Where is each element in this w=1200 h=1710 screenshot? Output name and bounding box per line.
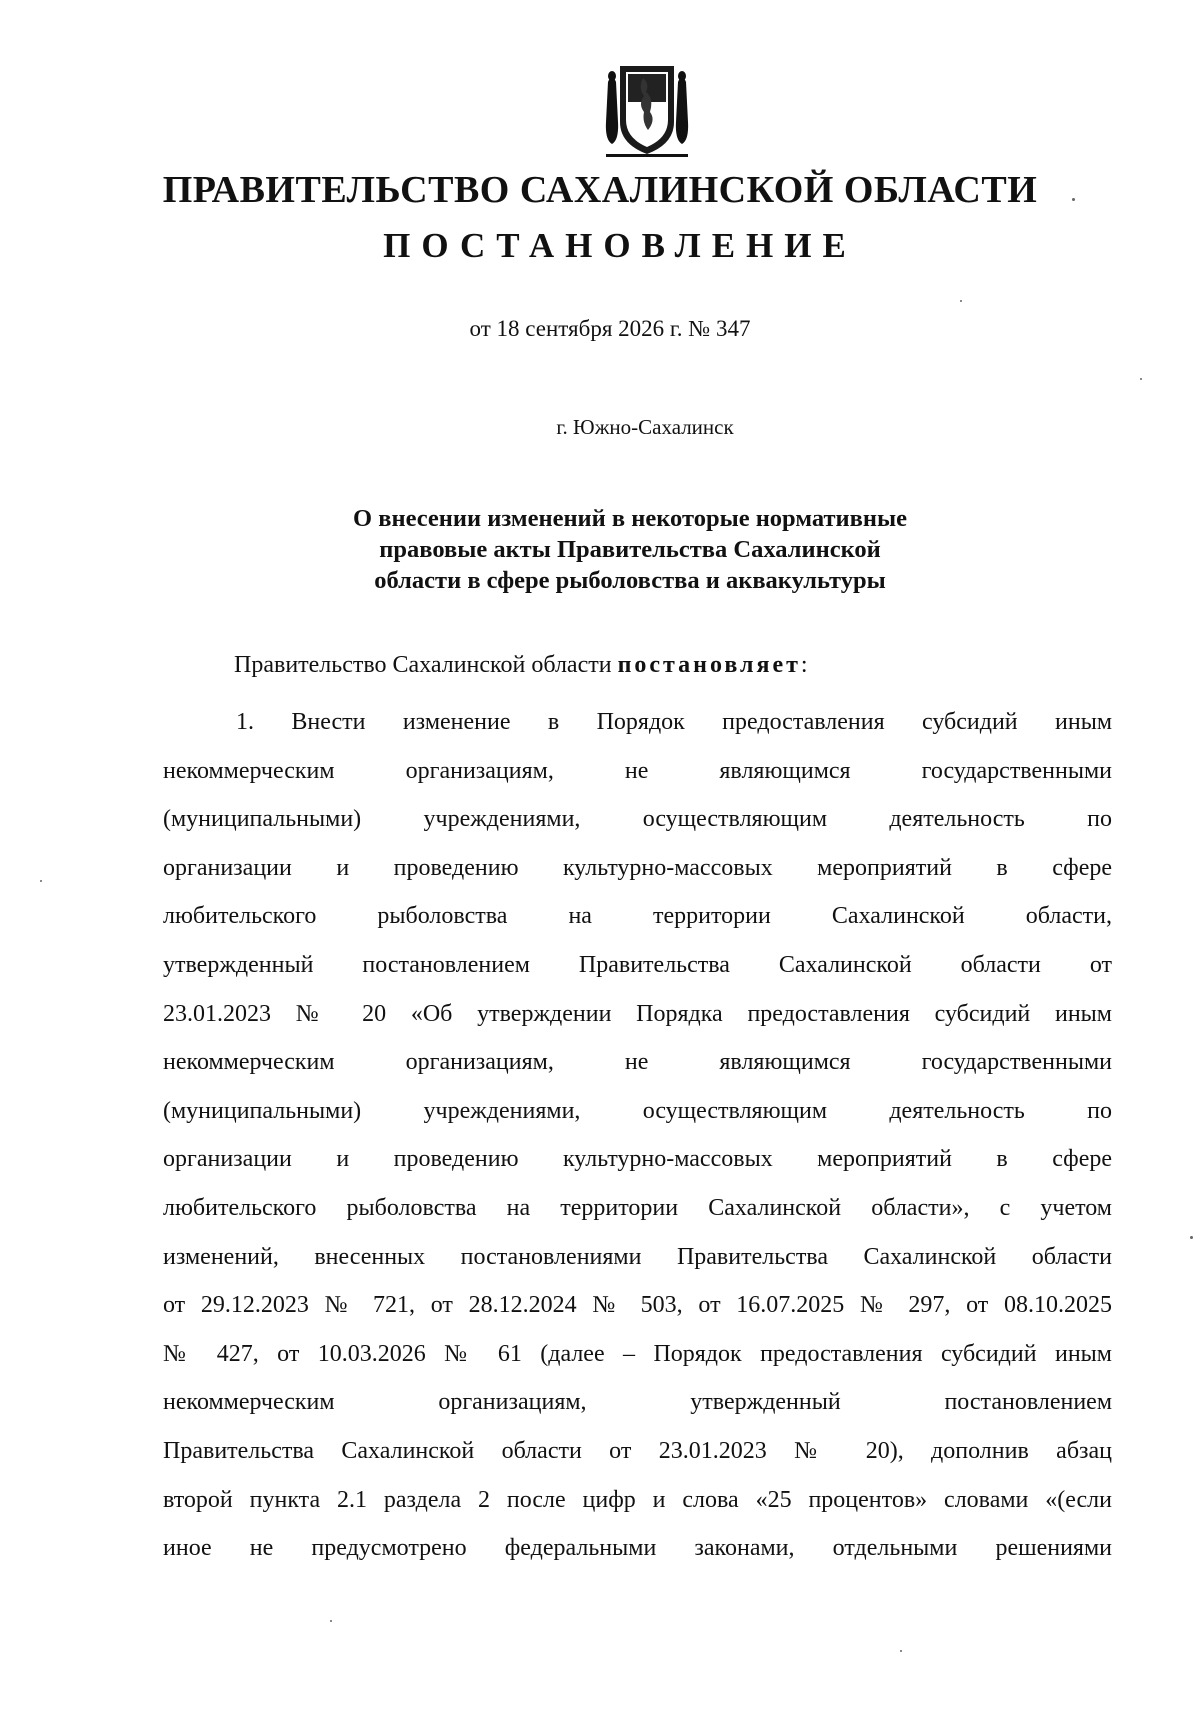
body-line: утвержденный постановлением Правительства Сахалинской области от — [163, 951, 1112, 978]
body-line: некоммерческим организациям, утвержденный постановлением — [163, 1389, 1112, 1416]
document-date-number: от 18 сентября 2026 г. № 347 — [469, 316, 751, 341]
subject-line: области в сфере рыболовства и аквакультуры — [374, 567, 886, 594]
preamble-lead: Правительство Сахалинской области — [234, 652, 618, 678]
preamble-keyword: постановляет — [617, 652, 801, 678]
government-title: ПРАВИТЕЛЬСТВО САХАЛИНСКОЙ ОБЛАСТИ — [162, 169, 1038, 211]
scan-speck — [960, 300, 962, 302]
body-line: (муниципальными) учреждениями, осуществляющим деятельность по — [163, 1097, 1112, 1124]
body-line: (муниципальными) учреждениями, осуществляющим деятельность по — [163, 806, 1112, 833]
body-line: второй пункта 2.1 раздела 2 после цифр и слова «25 процентов» словами «(если — [163, 1486, 1112, 1513]
scan-speck — [1140, 378, 1142, 380]
body-text — [163, 698, 1112, 1573]
body-line: 23.01.2023 № 20 «Об утверждении Порядка предоставления субсидий иным — [163, 1000, 1112, 1027]
preamble-tail: : — [800, 652, 808, 678]
subject-line: правовые акты Правительства Сахалинской — [379, 536, 881, 563]
document-type: ПОСТАНОВЛЕНИЕ — [383, 226, 857, 265]
document-subject — [300, 503, 960, 596]
body-line: от 29.12.2023 № 721, от 28.12.2024 № 503, от 16.07.2025 № 297, от 08.10.2025 — [163, 1292, 1112, 1319]
document-city: г. Южно-Сахалинск — [556, 415, 734, 439]
scan-speck — [1072, 198, 1075, 201]
scan-speck — [900, 1650, 902, 1652]
subject-line: О внесении изменений в некоторые нормативные — [353, 505, 907, 532]
body-line: организации и проведению культурно-массовых мероприятий в сфере — [163, 1146, 1112, 1173]
body-line: некоммерческим организациям, не являющимся государственными — [163, 1049, 1112, 1076]
scan-speck — [1190, 1236, 1193, 1239]
body-line: иное не предусмотрено федеральными законами, отдельными решениями — [163, 1535, 1112, 1562]
body-line: организации и проведению культурно-массовых мероприятий в сфере — [163, 854, 1112, 881]
body-line: любительского рыболовства на территории Сахалинской области, — [163, 903, 1112, 930]
scan-speck — [40, 880, 42, 882]
body-line: № 427, от 10.03.2026 № 61 (далее – Порядок предоставления субсидий иным — [163, 1340, 1112, 1367]
scan-speck — [330, 1620, 332, 1622]
body-line: любительского рыболовства на территории Сахалинской области», с учетом — [163, 1194, 1112, 1221]
body-line: Правительства Сахалинской области от 23.01.2023 № 20), дополнив абзац — [163, 1437, 1112, 1464]
body-line: некоммерческим организациям, не являющимся государственными — [163, 757, 1112, 784]
preamble — [234, 652, 808, 679]
body-line: 1. Внести изменение в Порядок предоставления субсидий иным — [236, 709, 1112, 735]
coat-of-arms-emblem — [598, 62, 696, 162]
body-line: изменений, внесенных постановлениями Правительства Сахалинской области — [163, 1243, 1112, 1270]
